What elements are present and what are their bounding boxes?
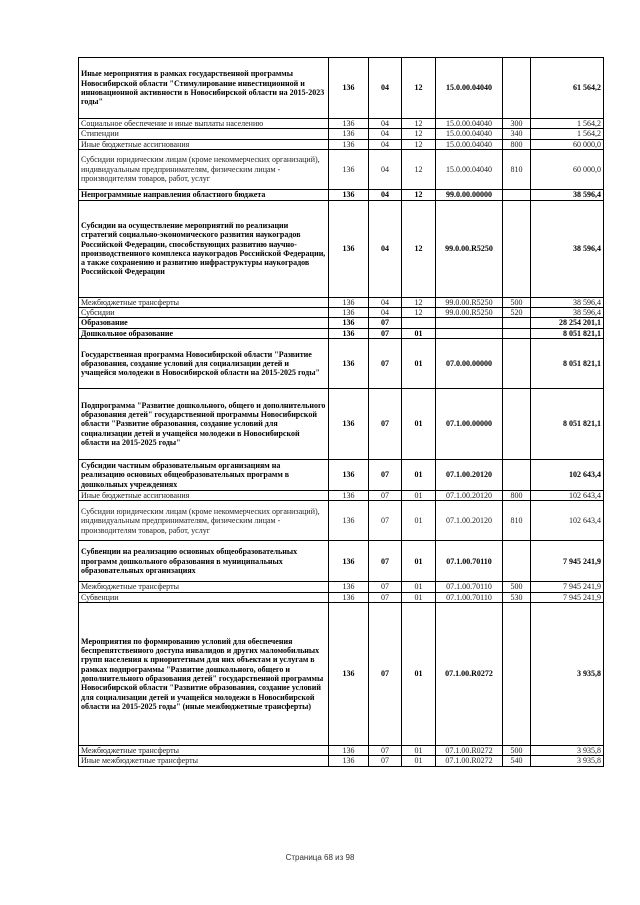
row-section: 07 bbox=[369, 582, 402, 592]
table-row bbox=[79, 189, 604, 200]
row-amount: 8 051 821,1 bbox=[531, 328, 604, 338]
row-grbs: 136 bbox=[329, 501, 369, 541]
row-subsection: 12 bbox=[402, 58, 436, 119]
row-subsection bbox=[402, 318, 436, 328]
row-name: Субсидии bbox=[79, 308, 329, 318]
row-expense-type: 810 bbox=[503, 149, 531, 189]
row-target-article: 07.1.00.20120 bbox=[436, 501, 503, 541]
row-subsection: 01 bbox=[402, 328, 436, 338]
row-section: 04 bbox=[369, 149, 402, 189]
table-row bbox=[79, 328, 604, 338]
table-row bbox=[79, 139, 604, 149]
row-name: Иные межбюджетные трансферты bbox=[79, 756, 329, 766]
row-expense-type: 520 bbox=[503, 308, 531, 318]
row-target-article: 07.1.00.70110 bbox=[436, 582, 503, 592]
row-amount: 38 596,4 bbox=[531, 189, 604, 200]
row-target-article: 15.0.00.04040 bbox=[436, 119, 503, 129]
table-row bbox=[79, 541, 604, 582]
table-row bbox=[79, 200, 604, 297]
row-target-article: 15.0.00.04040 bbox=[436, 129, 503, 139]
row-subsection: 12 bbox=[402, 297, 436, 307]
row-target-article: 15.0.00.04040 bbox=[436, 139, 503, 149]
row-section: 07 bbox=[369, 328, 402, 338]
table-row bbox=[79, 491, 604, 501]
table-row bbox=[79, 460, 604, 491]
row-grbs: 136 bbox=[329, 339, 369, 389]
row-grbs: 136 bbox=[329, 308, 369, 318]
row-section: 04 bbox=[369, 58, 402, 119]
row-amount: 60 000,0 bbox=[531, 149, 604, 189]
row-subsection: 01 bbox=[402, 582, 436, 592]
row-amount: 3 935,8 bbox=[531, 602, 604, 745]
row-expense-type bbox=[503, 189, 531, 200]
row-grbs: 136 bbox=[329, 745, 369, 755]
row-name: Субсидии юридическим лицам (кроме некоммерческих организаций), индивидуальным предпринимателям, физическим лицам - производителям товаров, работ, услуг bbox=[79, 501, 329, 541]
row-target-article bbox=[436, 318, 503, 328]
row-subsection: 12 bbox=[402, 139, 436, 149]
table-row bbox=[79, 501, 604, 541]
table-row bbox=[79, 592, 604, 602]
row-subsection: 01 bbox=[402, 592, 436, 602]
row-grbs: 136 bbox=[329, 189, 369, 200]
row-section: 07 bbox=[369, 541, 402, 582]
row-expense-type bbox=[503, 339, 531, 389]
row-expense-type bbox=[503, 318, 531, 328]
row-name: Субсидии на осуществление мероприятий по реализации стратегий социально-экономического развития наукоградов Российской Федерации, способствующих развитию научно-производственного комплекса наукоградов Российской Федерации, а также сохранению и развитию инфраструктуры наукоградов Российской Федерации bbox=[79, 200, 329, 297]
row-name: Субсидии юридическим лицам (кроме некоммерческих организаций), индивидуальным предпринимателям, физическим лицам - производителям товаров, работ, услуг bbox=[79, 149, 329, 189]
table-row bbox=[79, 129, 604, 139]
row-amount: 38 596,4 bbox=[531, 297, 604, 307]
row-expense-type bbox=[503, 328, 531, 338]
row-section: 04 bbox=[369, 308, 402, 318]
row-expense-type: 340 bbox=[503, 129, 531, 139]
row-grbs: 136 bbox=[329, 491, 369, 501]
row-section: 04 bbox=[369, 189, 402, 200]
row-subsection: 01 bbox=[402, 541, 436, 582]
row-target-article: 07.1.00.R0272 bbox=[436, 602, 503, 745]
row-grbs: 136 bbox=[329, 389, 369, 460]
row-expense-type bbox=[503, 460, 531, 491]
row-subsection: 01 bbox=[402, 389, 436, 460]
row-section: 07 bbox=[369, 339, 402, 389]
row-name: Образование bbox=[79, 318, 329, 328]
table-row bbox=[79, 297, 604, 307]
row-grbs: 136 bbox=[329, 149, 369, 189]
row-grbs: 136 bbox=[329, 139, 369, 149]
row-section: 04 bbox=[369, 119, 402, 129]
row-subsection: 12 bbox=[402, 308, 436, 318]
row-target-article: 07.1.00.20120 bbox=[436, 460, 503, 491]
row-amount: 102 643,4 bbox=[531, 460, 604, 491]
row-amount: 1 564,2 bbox=[531, 119, 604, 129]
row-subsection: 01 bbox=[402, 756, 436, 766]
row-section: 07 bbox=[369, 501, 402, 541]
row-section: 07 bbox=[369, 318, 402, 328]
table-row bbox=[79, 318, 604, 328]
row-name: Субвенции на реализацию основных общеобразовательных программ дошкольного образования в муниципальных образовательных организациях bbox=[79, 541, 329, 582]
row-subsection: 12 bbox=[402, 119, 436, 129]
row-amount: 1 564,2 bbox=[531, 129, 604, 139]
table-row bbox=[79, 389, 604, 460]
row-section: 04 bbox=[369, 129, 402, 139]
row-target-article: 07.1.00.00000 bbox=[436, 389, 503, 460]
row-target-article: 15.0.00.04040 bbox=[436, 149, 503, 189]
row-name: Подпрограмма "Развитие дошкольного, общего и дополнительного образования детей" государственной программы Новосибирской области "Развитие образования, создание условий для социализации детей и учащейся молодежи в Новосибирской области на 2015-2025 годы" bbox=[79, 389, 329, 460]
table-row bbox=[79, 745, 604, 755]
row-expense-type: 500 bbox=[503, 297, 531, 307]
row-grbs: 136 bbox=[329, 58, 369, 119]
row-target-article: 07.1.00.70110 bbox=[436, 541, 503, 582]
row-section: 07 bbox=[369, 602, 402, 745]
row-amount: 7 945 241,9 bbox=[531, 541, 604, 582]
row-section: 07 bbox=[369, 745, 402, 755]
row-grbs: 136 bbox=[329, 328, 369, 338]
row-subsection: 12 bbox=[402, 149, 436, 189]
row-subsection: 01 bbox=[402, 460, 436, 491]
row-expense-type: 500 bbox=[503, 582, 531, 592]
row-section: 07 bbox=[369, 491, 402, 501]
row-amount: 3 935,8 bbox=[531, 745, 604, 755]
row-amount: 7 945 241,9 bbox=[531, 582, 604, 592]
row-grbs: 136 bbox=[329, 200, 369, 297]
row-expense-type bbox=[503, 541, 531, 582]
row-grbs: 136 bbox=[329, 129, 369, 139]
row-grbs: 136 bbox=[329, 582, 369, 592]
row-section: 07 bbox=[369, 592, 402, 602]
row-target-article: 99.0.00.R5250 bbox=[436, 200, 503, 297]
row-amount: 38 596,4 bbox=[531, 200, 604, 297]
row-section: 07 bbox=[369, 389, 402, 460]
row-name: Иные бюджетные ассигнования bbox=[79, 139, 329, 149]
row-name: Межбюджетные трансферты bbox=[79, 745, 329, 755]
row-expense-type bbox=[503, 200, 531, 297]
table-row bbox=[79, 339, 604, 389]
row-target-article: 99.0.00.R5250 bbox=[436, 308, 503, 318]
row-amount: 102 643,4 bbox=[531, 501, 604, 541]
row-section: 04 bbox=[369, 200, 402, 297]
row-grbs: 136 bbox=[329, 756, 369, 766]
row-name: Межбюджетные трансферты bbox=[79, 582, 329, 592]
row-amount: 61 564,2 bbox=[531, 58, 604, 119]
table-row bbox=[79, 756, 604, 766]
row-target-article: 15.0.00.04040 bbox=[436, 58, 503, 119]
row-grbs: 136 bbox=[329, 297, 369, 307]
row-amount: 28 254 201,1 bbox=[531, 318, 604, 328]
row-name: Непрограммные направления областного бюджета bbox=[79, 189, 329, 200]
row-amount: 8 051 821,1 bbox=[531, 339, 604, 389]
table-row bbox=[79, 119, 604, 129]
table-body bbox=[79, 58, 604, 767]
row-subsection: 01 bbox=[402, 745, 436, 755]
row-name: Мероприятия по формированию условий для обеспечения беспрепятственного доступа инвалидов и других маломобильных групп населения к приоритетным для них объектам и услугам в рамках подпрограммы "Развитие дошкольного, общего и дополнительного образования детей" государственной программы Новосибирской области "Развитие образования, создание условий для социализации детей и учащейся молодежи в Новосибирской области на 2015-2025 годы" (иные межбюджетные трансферты) bbox=[79, 602, 329, 745]
row-expense-type: 800 bbox=[503, 139, 531, 149]
row-name: Дошкольное образование bbox=[79, 328, 329, 338]
row-target-article: 99.0.00.00000 bbox=[436, 189, 503, 200]
row-expense-type bbox=[503, 602, 531, 745]
row-expense-type: 530 bbox=[503, 592, 531, 602]
row-amount: 102 643,4 bbox=[531, 491, 604, 501]
row-expense-type: 500 bbox=[503, 745, 531, 755]
row-expense-type: 300 bbox=[503, 119, 531, 129]
row-target-article: 07.1.00.70110 bbox=[436, 592, 503, 602]
row-section: 07 bbox=[369, 756, 402, 766]
table-row bbox=[79, 308, 604, 318]
row-target-article: 07.1.00.R0272 bbox=[436, 756, 503, 766]
row-target-article bbox=[436, 328, 503, 338]
row-section: 04 bbox=[369, 297, 402, 307]
row-subsection: 01 bbox=[402, 339, 436, 389]
row-amount: 7 945 241,9 bbox=[531, 592, 604, 602]
row-name: Субсидии частным образовательным организациям на реализацию основных общеобразовательных программ в дошкольных учреждениях bbox=[79, 460, 329, 491]
row-section: 07 bbox=[369, 460, 402, 491]
row-expense-type bbox=[503, 389, 531, 460]
row-name: Иные бюджетные ассигнования bbox=[79, 491, 329, 501]
row-expense-type: 800 bbox=[503, 491, 531, 501]
row-subsection: 01 bbox=[402, 602, 436, 745]
row-target-article: 99.0.00.R5250 bbox=[436, 297, 503, 307]
row-grbs: 136 bbox=[329, 460, 369, 491]
row-target-article: 07.0.00.00000 bbox=[436, 339, 503, 389]
row-subsection: 12 bbox=[402, 129, 436, 139]
table-row bbox=[79, 149, 604, 189]
row-section: 04 bbox=[369, 139, 402, 149]
row-expense-type: 540 bbox=[503, 756, 531, 766]
row-grbs: 136 bbox=[329, 119, 369, 129]
row-grbs: 136 bbox=[329, 602, 369, 745]
row-name: Социальное обеспечение и иные выплаты населению bbox=[79, 119, 329, 129]
row-name: Стипендии bbox=[79, 129, 329, 139]
row-target-article: 07.1.00.R0272 bbox=[436, 745, 503, 755]
row-amount: 60 000,0 bbox=[531, 139, 604, 149]
row-grbs: 136 bbox=[329, 318, 369, 328]
row-grbs: 136 bbox=[329, 592, 369, 602]
row-amount: 38 596,4 bbox=[531, 308, 604, 318]
row-subsection: 01 bbox=[402, 491, 436, 501]
row-name: Субвенции bbox=[79, 592, 329, 602]
row-amount: 3 935,8 bbox=[531, 756, 604, 766]
row-grbs: 136 bbox=[329, 541, 369, 582]
table-row bbox=[79, 582, 604, 592]
row-amount: 8 051 821,1 bbox=[531, 389, 604, 460]
page-number: Страница 68 из 98 bbox=[285, 853, 355, 862]
table-row bbox=[79, 602, 604, 745]
row-expense-type: 810 bbox=[503, 501, 531, 541]
budget-table bbox=[78, 57, 604, 767]
row-name: Государственная программа Новосибирской области "Развитие образования, создание условий для социализации детей и учащейся молодежи в Новосибирской области на 2015-2025 годы" bbox=[79, 339, 329, 389]
row-expense-type bbox=[503, 58, 531, 119]
row-target-article: 07.1.00.20120 bbox=[436, 491, 503, 501]
row-name: Межбюджетные трансферты bbox=[79, 297, 329, 307]
row-name: Иные мероприятия в рамках государственной программы Новосибирской области "Стимулирование инвестиционной и инновационной активности в Новосибирской области на 2015-2023 годы" bbox=[79, 58, 329, 119]
row-subsection: 12 bbox=[402, 189, 436, 200]
table-row bbox=[79, 58, 604, 119]
row-subsection: 01 bbox=[402, 501, 436, 541]
row-subsection: 12 bbox=[402, 200, 436, 297]
